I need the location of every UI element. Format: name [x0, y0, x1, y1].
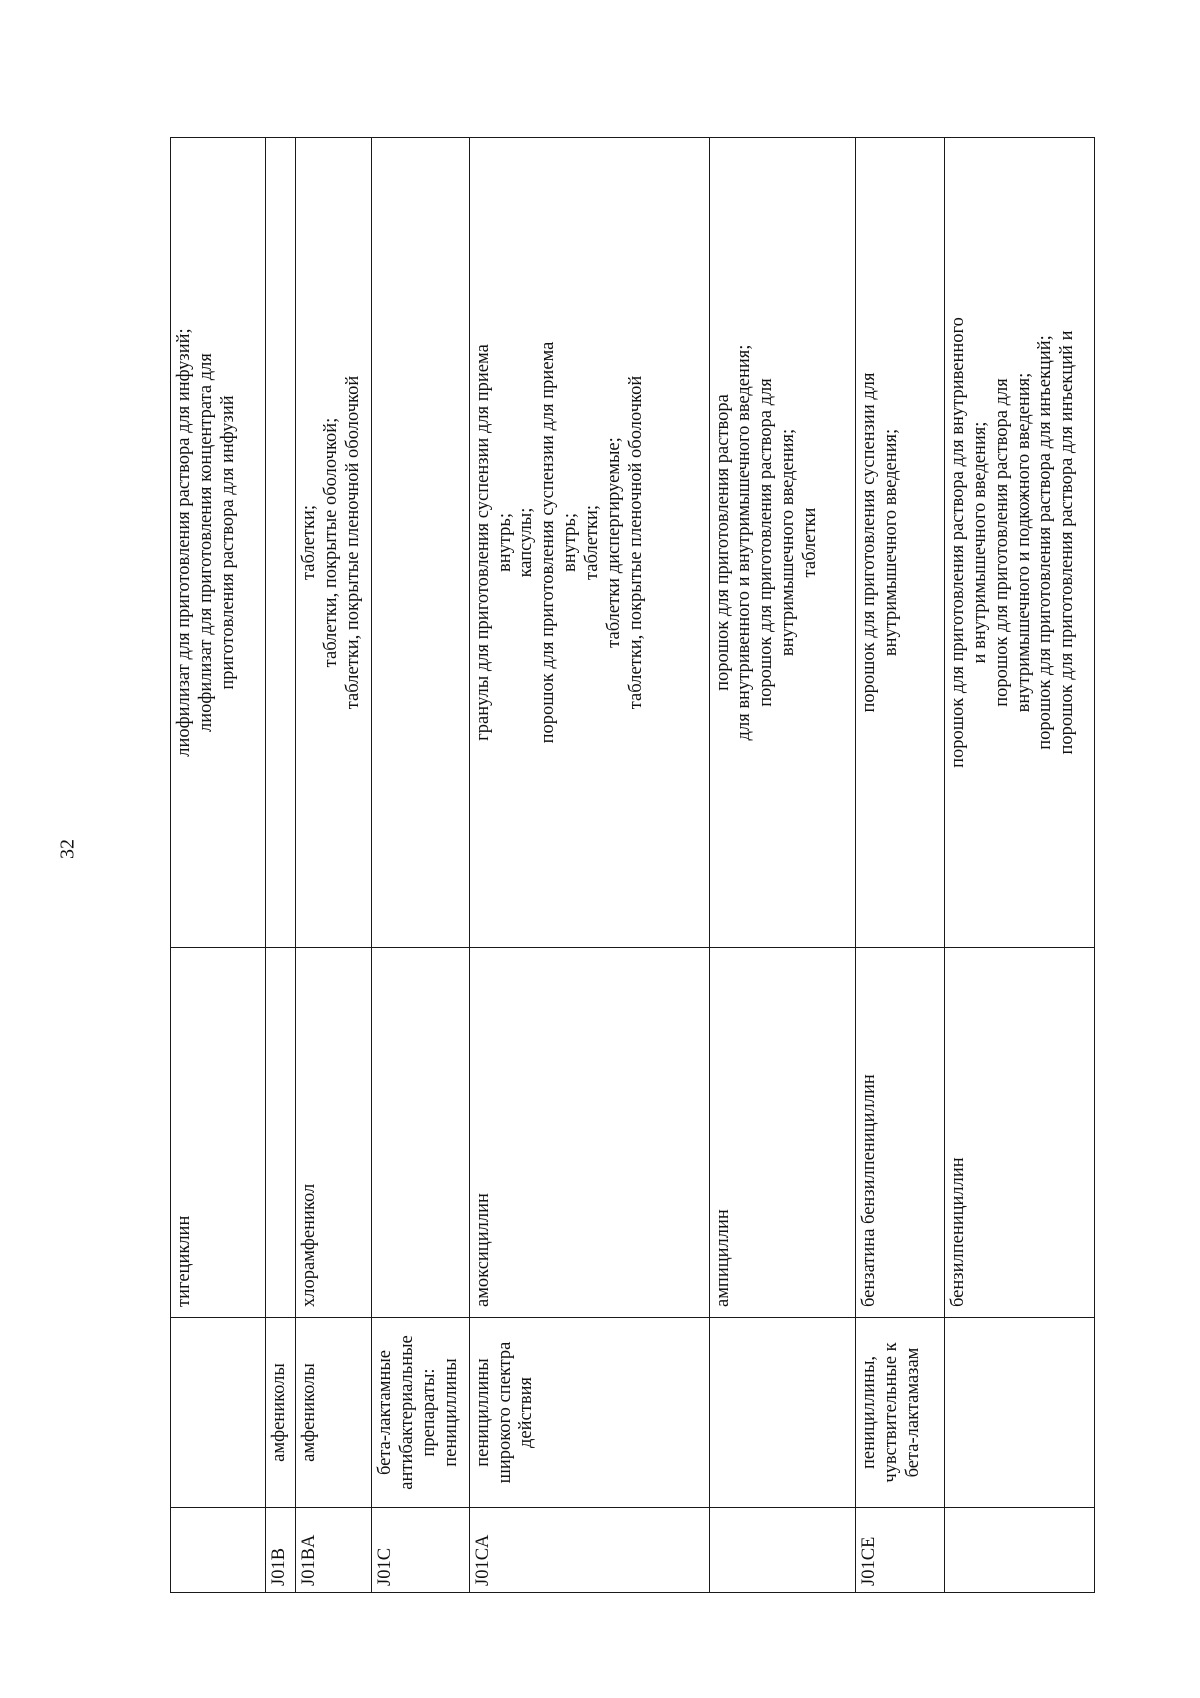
- atc-code: J01CE: [856, 1508, 945, 1593]
- form-line: порошок для приготовления раствора для: [991, 378, 1012, 707]
- drug-table: [170, 137, 1095, 1593]
- form-line: порошок для приготовления раствора для внутривенного: [948, 317, 969, 768]
- group-name: [709, 1318, 856, 1508]
- form-line: внутрь;: [560, 512, 581, 573]
- inn-name: [372, 948, 469, 1318]
- group-name: [945, 1318, 1095, 1508]
- atc-code: J01BA: [295, 1508, 371, 1593]
- inn-name: амоксициллин: [469, 948, 709, 1318]
- form-line: и внутримышечного введения;: [969, 421, 990, 664]
- form-line: таблетки;: [581, 504, 602, 581]
- group-name: амфениколы: [295, 1318, 371, 1508]
- form-line: порошок для приготовления раствора для инъекций;: [1035, 335, 1056, 750]
- form-line: капсулы;: [516, 507, 537, 578]
- inn-name: ампициллин: [709, 948, 856, 1318]
- form-line: таблетки, покрытые пленочной оболочкой: [625, 375, 646, 710]
- form-line: порошок для приготовления суспензии для приема: [538, 341, 559, 744]
- form-line: внутримышечного введения;: [881, 428, 902, 657]
- table-row: [295, 138, 371, 1593]
- group-name: пенициллины широкого спектра действия: [469, 1318, 709, 1508]
- form-line: порошок для приготовления раствора для инъекций и: [1057, 330, 1078, 755]
- form-line: таблетки, покрытые пленочной оболочкой: [342, 375, 363, 710]
- atc-code: [171, 1508, 266, 1593]
- form-line: внутримышечного и подкожного введения;: [1013, 372, 1034, 713]
- form-line: таблетки: [799, 507, 820, 578]
- rotated-page: [170, 138, 1095, 1593]
- dosage-forms: [945, 138, 1095, 948]
- inn-name: хлорамфеникол: [295, 948, 371, 1318]
- atc-code: J01CA: [469, 1508, 709, 1593]
- dosage-forms: [469, 138, 709, 948]
- atc-code: [945, 1508, 1095, 1593]
- group-name: бета-лактамные антибактериальные препараты: пенициллины: [372, 1318, 469, 1508]
- form-line: для внутривенного и внутримышечного введения;: [734, 344, 755, 741]
- group-name: пенициллины, чувствительные к бета-лактамазам: [856, 1318, 945, 1508]
- atc-code: [709, 1508, 856, 1593]
- form-line: порошок для приготовления раствора для: [756, 378, 777, 707]
- atc-code: J01B: [266, 1508, 296, 1593]
- form-line: таблетки;: [298, 504, 319, 581]
- atc-code: J01C: [372, 1508, 469, 1593]
- form-line: лиофилизат для приготовления раствора для инфузий;: [174, 328, 194, 757]
- table-row: [372, 138, 469, 1593]
- dosage-forms: [171, 138, 266, 948]
- dosage-forms: [266, 138, 296, 948]
- table-row: [856, 138, 945, 1593]
- form-line: порошок для приготовления суспензии для: [859, 372, 880, 713]
- group-name: амфениколы: [266, 1318, 296, 1508]
- form-line: порошок для приготовления раствора: [712, 394, 733, 691]
- form-line: внутрь;: [494, 512, 515, 573]
- inn-name: бензилпенициллин: [945, 948, 1095, 1318]
- table-body: [171, 138, 1095, 1593]
- dosage-forms: [856, 138, 945, 948]
- inn-name: [266, 948, 296, 1318]
- dosage-forms: [295, 138, 371, 948]
- form-line: приготовления раствора для инфузий: [217, 395, 238, 690]
- table-row: [469, 138, 709, 1593]
- form-line: таблетки диспергируемые;: [603, 437, 624, 648]
- table-row: [709, 138, 856, 1593]
- table-row: [171, 138, 266, 1593]
- form-line: гранулы для приготовления суспензии для приема: [472, 344, 493, 741]
- page-number: 32: [56, 839, 79, 859]
- form-line: таблетки, покрытые оболочкой;: [320, 417, 341, 668]
- table-row: [945, 138, 1095, 1593]
- dosage-forms: [709, 138, 856, 948]
- form-line: внутримышечного введения;: [777, 428, 798, 657]
- dosage-forms: [372, 138, 469, 948]
- inn-name: тигециклин: [171, 948, 266, 1318]
- inn-name: бензатина бензилпенициллин: [856, 948, 945, 1318]
- group-name: [171, 1318, 266, 1508]
- table-row: [266, 138, 296, 1593]
- form-line: лиофилизат для приготовления концентрата для: [195, 353, 216, 732]
